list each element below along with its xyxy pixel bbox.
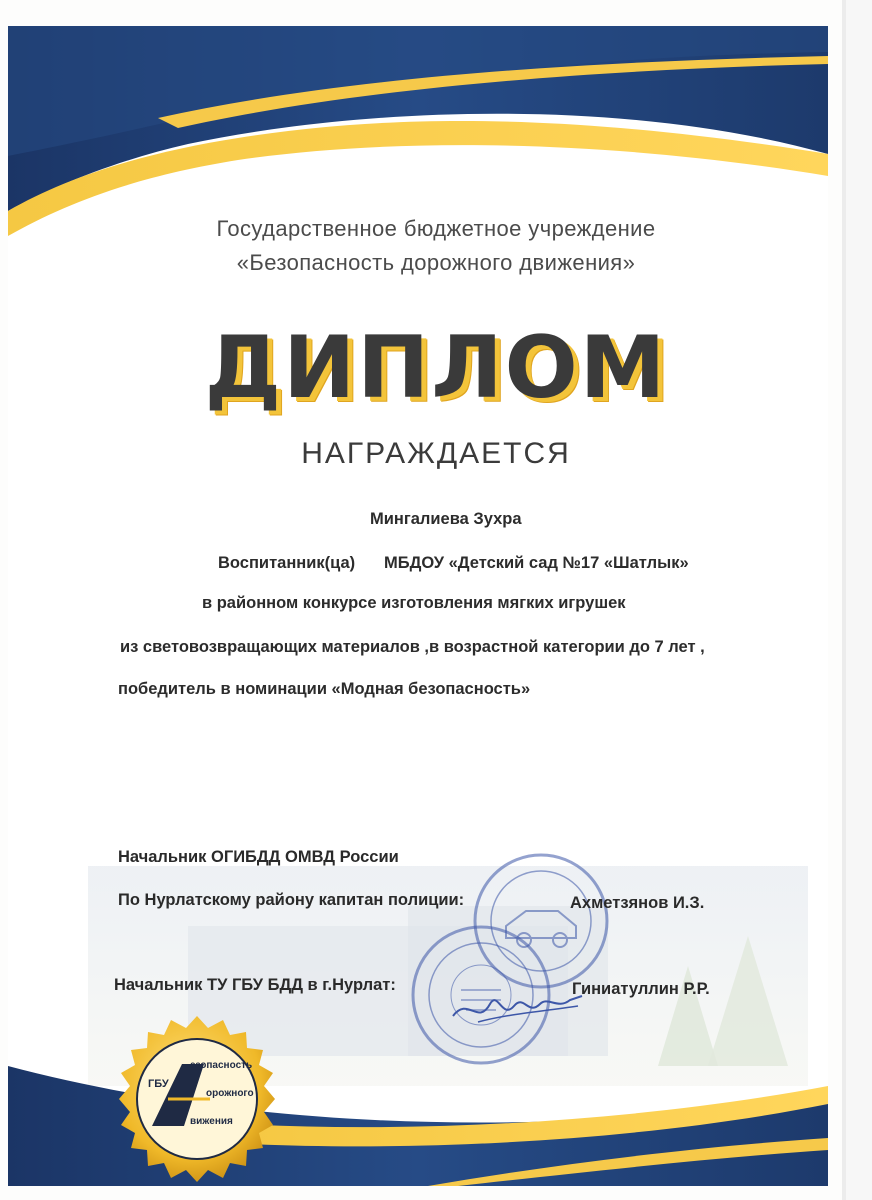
signatory-1-title: Начальник ОГИБДД ОМВД России bbox=[118, 848, 399, 866]
diploma-title: ДИПЛОМ bbox=[204, 318, 668, 418]
emblem-word-3: вижения bbox=[190, 1116, 233, 1127]
emblem-seal-icon bbox=[112, 1014, 282, 1184]
scan-edge-inner bbox=[846, 0, 872, 1200]
recipient-name: Мингалиева Зухра bbox=[370, 510, 522, 528]
materials-line: из световозвращающих материалов ,в возрастной категории до 7 лет , bbox=[120, 638, 705, 656]
signatory-1-name: Ахметзянов И.З. bbox=[570, 894, 705, 912]
signatory-2-title: Начальник ТУ ГБУ БДД в г.Нурлат: bbox=[114, 976, 396, 994]
emblem-word-1: езопасность bbox=[190, 1060, 253, 1071]
emblem-abbr: ГБУ bbox=[148, 1078, 169, 1090]
awarded-heading: НАГРАЖДАЕТСЯ bbox=[301, 437, 571, 470]
winner-line: победитель в номинации «Модная безопасность» bbox=[118, 680, 531, 698]
signatory-2-name: Гиниатуллин Р.Р. bbox=[572, 980, 710, 998]
institution-name: МБДОУ «Детский сад №17 «Шатлык» bbox=[384, 554, 689, 572]
pupil-label: Воспитанник(ца) bbox=[218, 554, 356, 572]
header-institution-name: «Безопасность дорожного движения» bbox=[236, 250, 636, 275]
signatory-1-subtitle: По Нурлатскому району капитан полиции: bbox=[118, 891, 465, 909]
contest-line: в районном конкурсе изготовления мягких игрушек bbox=[202, 594, 626, 612]
signature-icon bbox=[448, 976, 588, 1036]
header-institution-line: Государственное бюджетное учреждение bbox=[216, 216, 656, 241]
emblem-word-2: орожного bbox=[206, 1088, 254, 1099]
